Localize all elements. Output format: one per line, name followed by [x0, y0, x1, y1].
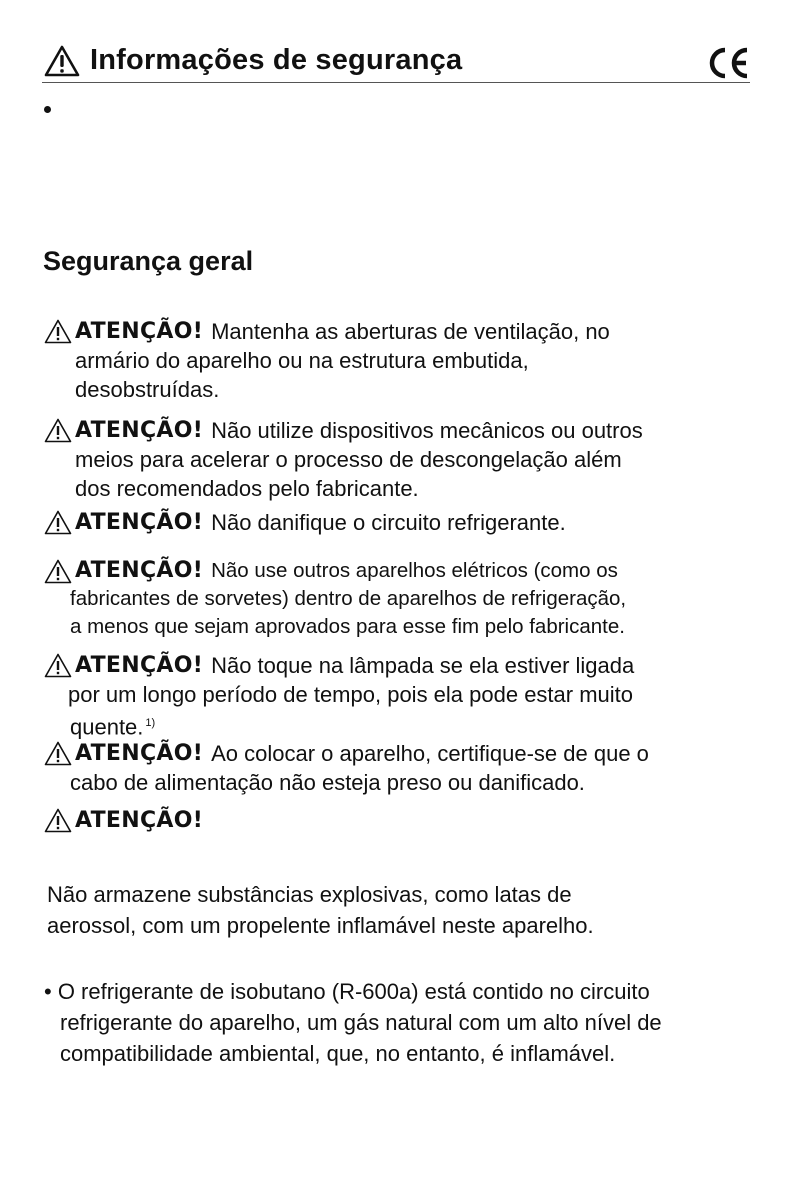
warning-label: ATENÇÃO!: [75, 558, 204, 583]
bullet-item: [44, 976, 662, 1069]
warning-triangle-icon: [44, 510, 72, 535]
warning-triangle-icon: [44, 319, 72, 344]
warning-label: ATENÇÃO!: [75, 808, 204, 833]
warning-triangle-icon: [44, 45, 80, 77]
warning-triangle-icon: [44, 808, 72, 833]
warning-item: [44, 317, 610, 404]
warning-label: ATENÇÃO!: [75, 653, 204, 678]
bullet-line: refrigerante do aparelho, um gás natural com um alto nível de: [60, 1010, 662, 1035]
warning-text-line: armário do aparelho ou na estrutura embutida,: [75, 348, 529, 373]
warning-text: quente.: [70, 714, 144, 740]
warning-item: [44, 416, 643, 503]
paragraph-line: Não armazene substâncias explosivas, como latas de: [47, 882, 572, 907]
warning-text-line: por um longo período de tempo, pois ela pode estar muito: [68, 682, 634, 707]
warning-triangle-icon: [44, 741, 72, 766]
warning-text-line: meios para acelerar o processo de descongelação além: [75, 447, 622, 472]
warning-item: [44, 739, 649, 797]
warning-text: Não toque na lâmpada se ela estiver ligada: [211, 653, 635, 678]
warning-label: ATENÇÃO!: [75, 418, 204, 443]
warning-text-line: a menos que sejam aprovados para esse fim pelo fabricante.: [70, 615, 625, 638]
footnote-marker: 1): [145, 717, 156, 729]
warning-text-line: cabo de alimentação não esteja preso ou danificado.: [70, 770, 585, 795]
warning-triangle-icon: [44, 559, 72, 584]
warning-text: Mantenha as aberturas de ventilação, no: [211, 319, 610, 344]
warning-text: Ao colocar o aparelho, certifique-se de que o: [211, 741, 649, 766]
warning-item: [44, 557, 626, 641]
warning-triangle-icon: [44, 653, 72, 678]
bullet-line: compatibilidade ambiental, que, no entanto, é inflamável.: [60, 1041, 616, 1066]
warning-text-line: [44, 709, 634, 741]
ce-mark-icon: [706, 44, 750, 82]
warning-text-line: fabricantes de sorvetes) dentro de aparelhos de refrigeração,: [70, 587, 627, 610]
warning-label: ATENÇÃO!: [75, 741, 204, 766]
warning-text-line: dos recomendados pelo fabricante.: [75, 476, 419, 501]
warning-text: Não utilize dispositivos mecânicos ou outros: [211, 418, 643, 443]
warning-triangle-icon: [44, 418, 72, 443]
warning-text-line: desobstruídas.: [75, 377, 220, 402]
warning-item: [44, 651, 634, 741]
warning-label: ATENÇÃO!: [75, 510, 204, 535]
header-rule: [42, 82, 750, 83]
page-header: [44, 44, 462, 77]
bullet-dot: [44, 106, 51, 113]
warning-text: Não danifique o circuito refrigerante.: [211, 510, 566, 535]
page-title: Informações de segurança: [90, 44, 463, 76]
warning-item: [44, 806, 211, 835]
paragraph: [47, 879, 594, 941]
section-heading: Segurança geral: [43, 246, 254, 276]
bullet-line: • O refrigerante de isobutano (R-600a) está contido no circuito: [44, 979, 650, 1004]
warning-item: [44, 508, 566, 537]
paragraph-line: aerossol, com um propelente inflamável neste aparelho.: [47, 913, 594, 938]
warning-label: ATENÇÃO!: [75, 319, 204, 344]
warning-text: Não use outros aparelhos elétricos (como os: [211, 559, 618, 582]
